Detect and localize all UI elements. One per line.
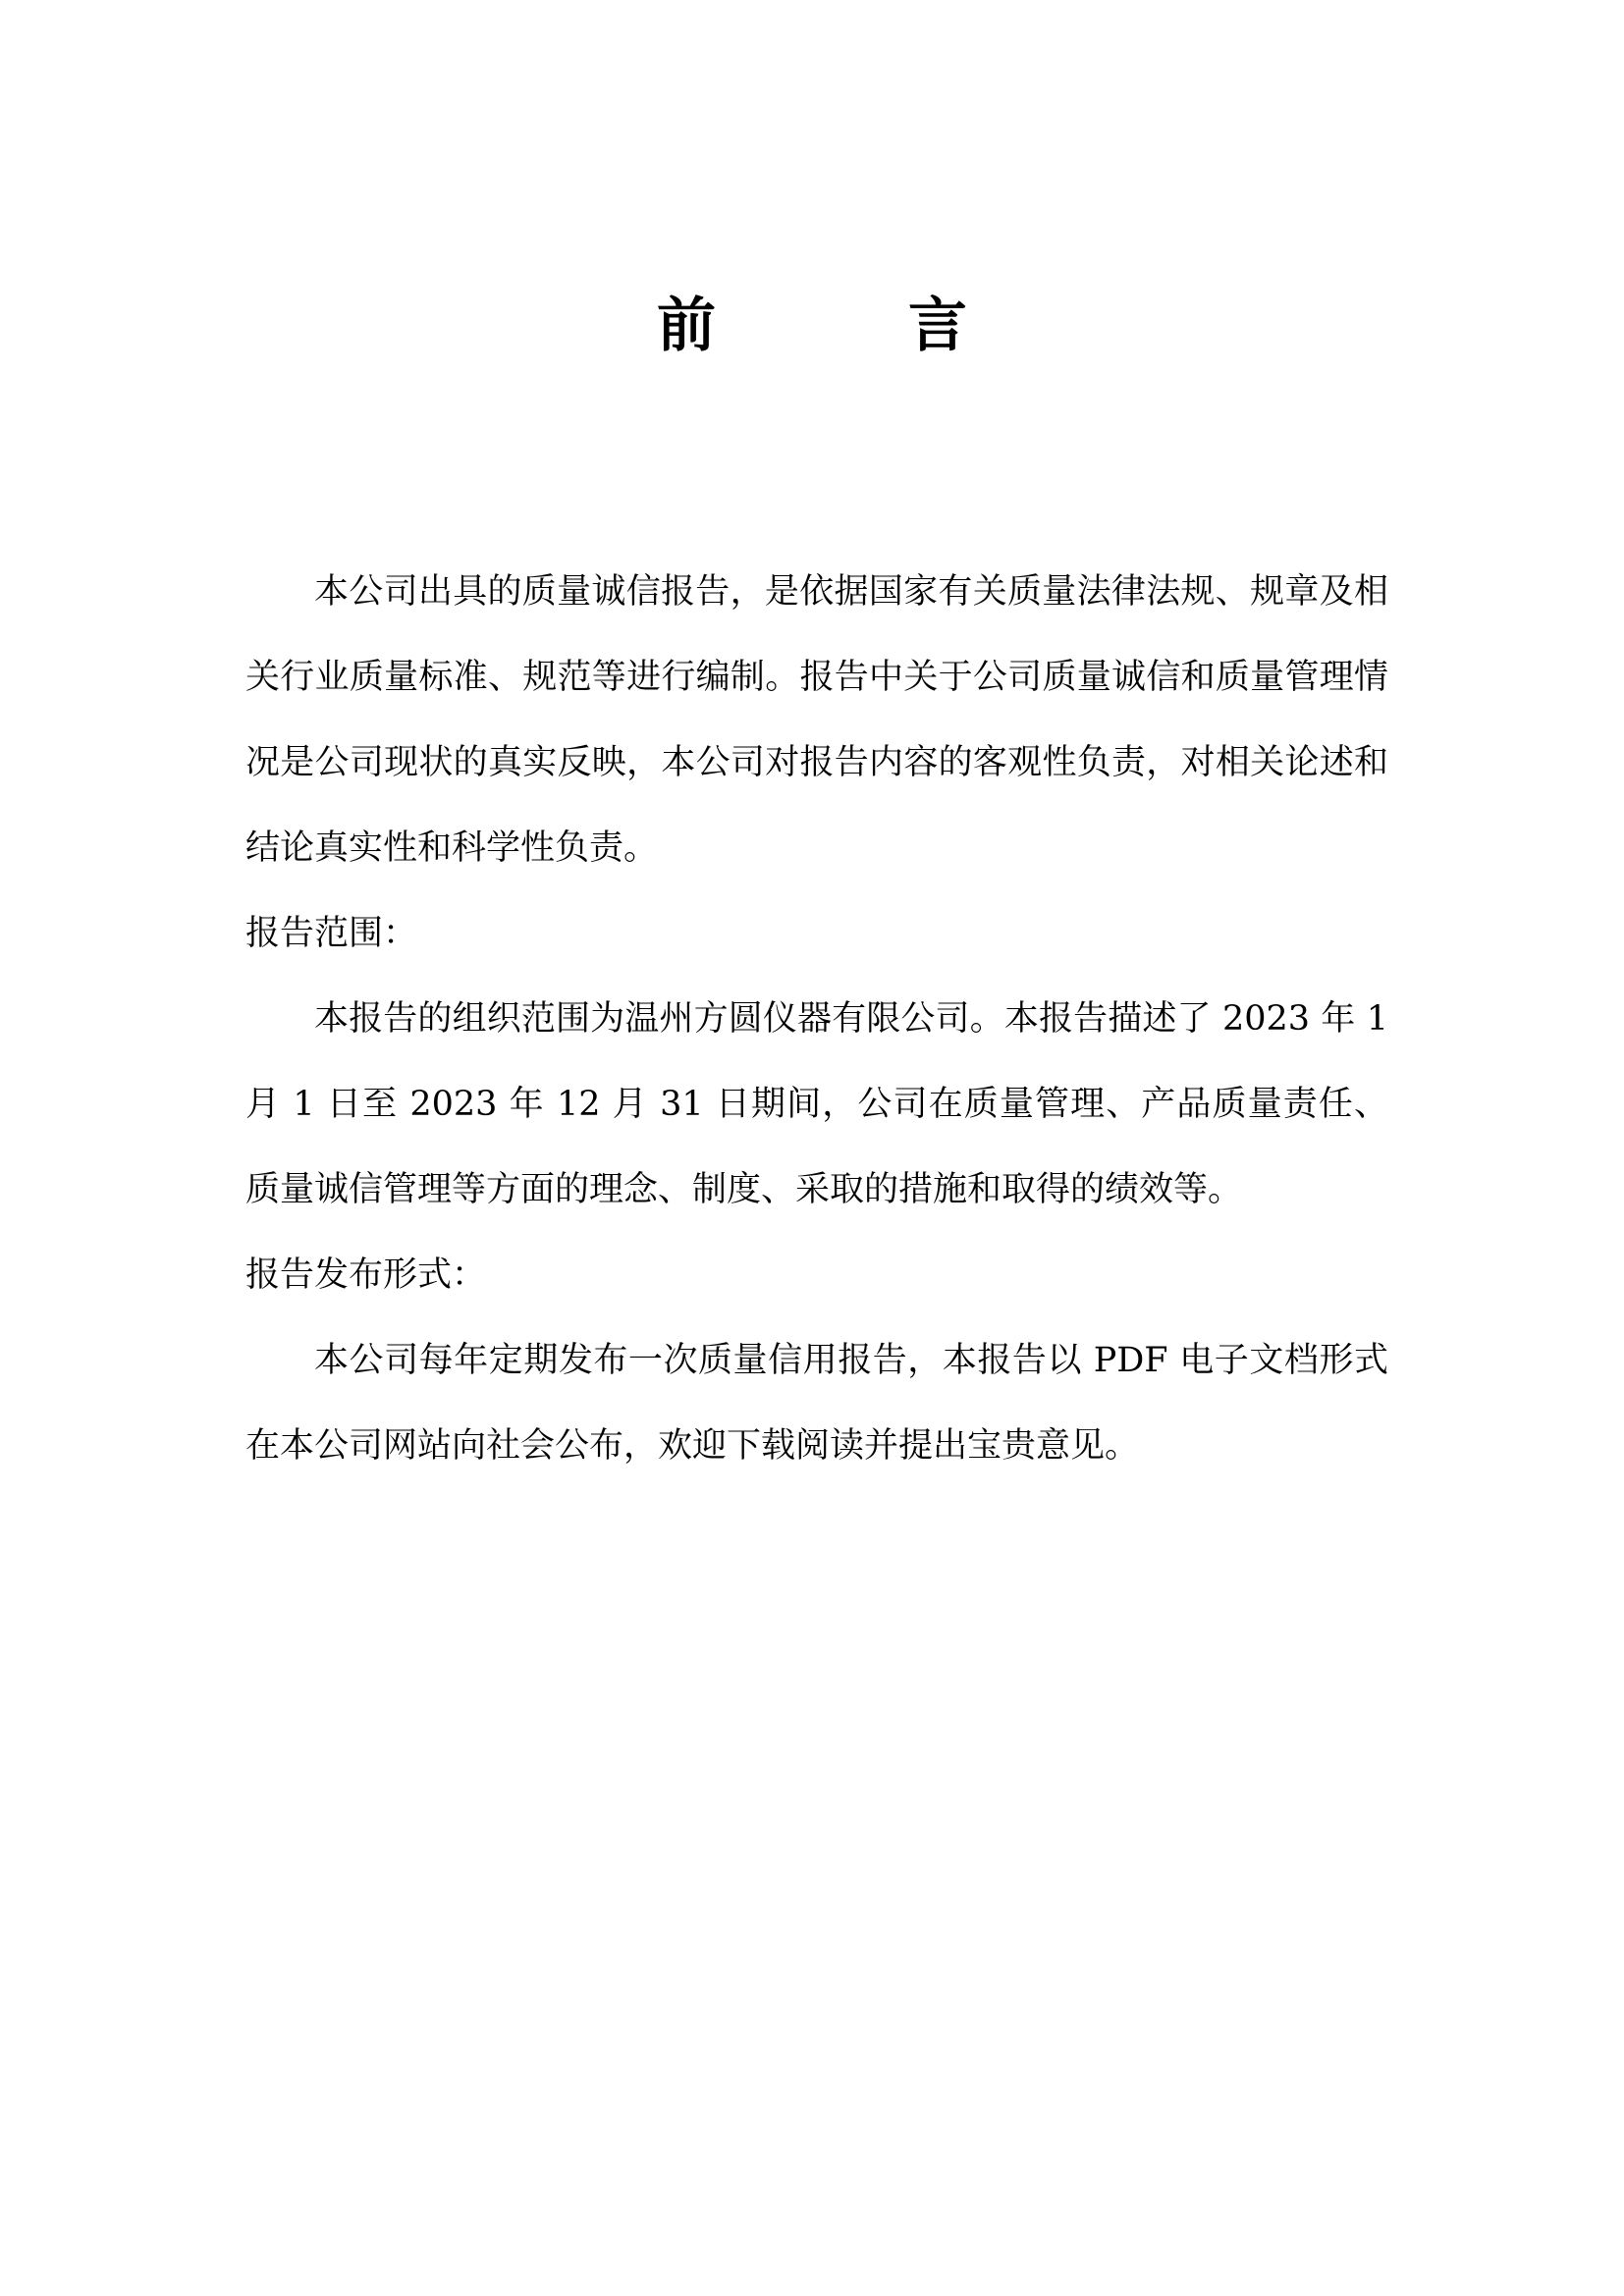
format-heading: 报告发布形式：	[245, 1255, 487, 1295]
page-title: 前 言	[657, 292, 1034, 360]
format-paragraph: 本公司每年定期发布一次质量信用报告，本报告以 PDF 电子文档形式在本公司网站向社会公布，欢迎下载阅读并提出宝贵意见。	[245, 1341, 1388, 1466]
document-body	[245, 550, 1388, 1489]
scope-heading: 报告范围：	[245, 914, 418, 953]
intro-paragraph: 本公司出具的质量诚信报告，是依据国家有关质量法律法规、规章及相关行业质量标准、规范等进行编制。报告中关于公司质量诚信和质量管理情况是公司现状的真实反映，本公司对报告内容的客观性负责，对相关论述和结论真实性和科学性负责。	[245, 572, 1388, 868]
scope-paragraph: 本报告的组织范围为温州方圆仪器有限公司。本报告描述了 2023 年 1 月 1 日至 2023 年 12 月 31 日期间，公司在质量管理、产品质量责任、质量诚信管理等方面的理念、制度、采取的措施和取得的绩效等。	[245, 999, 1388, 1209]
